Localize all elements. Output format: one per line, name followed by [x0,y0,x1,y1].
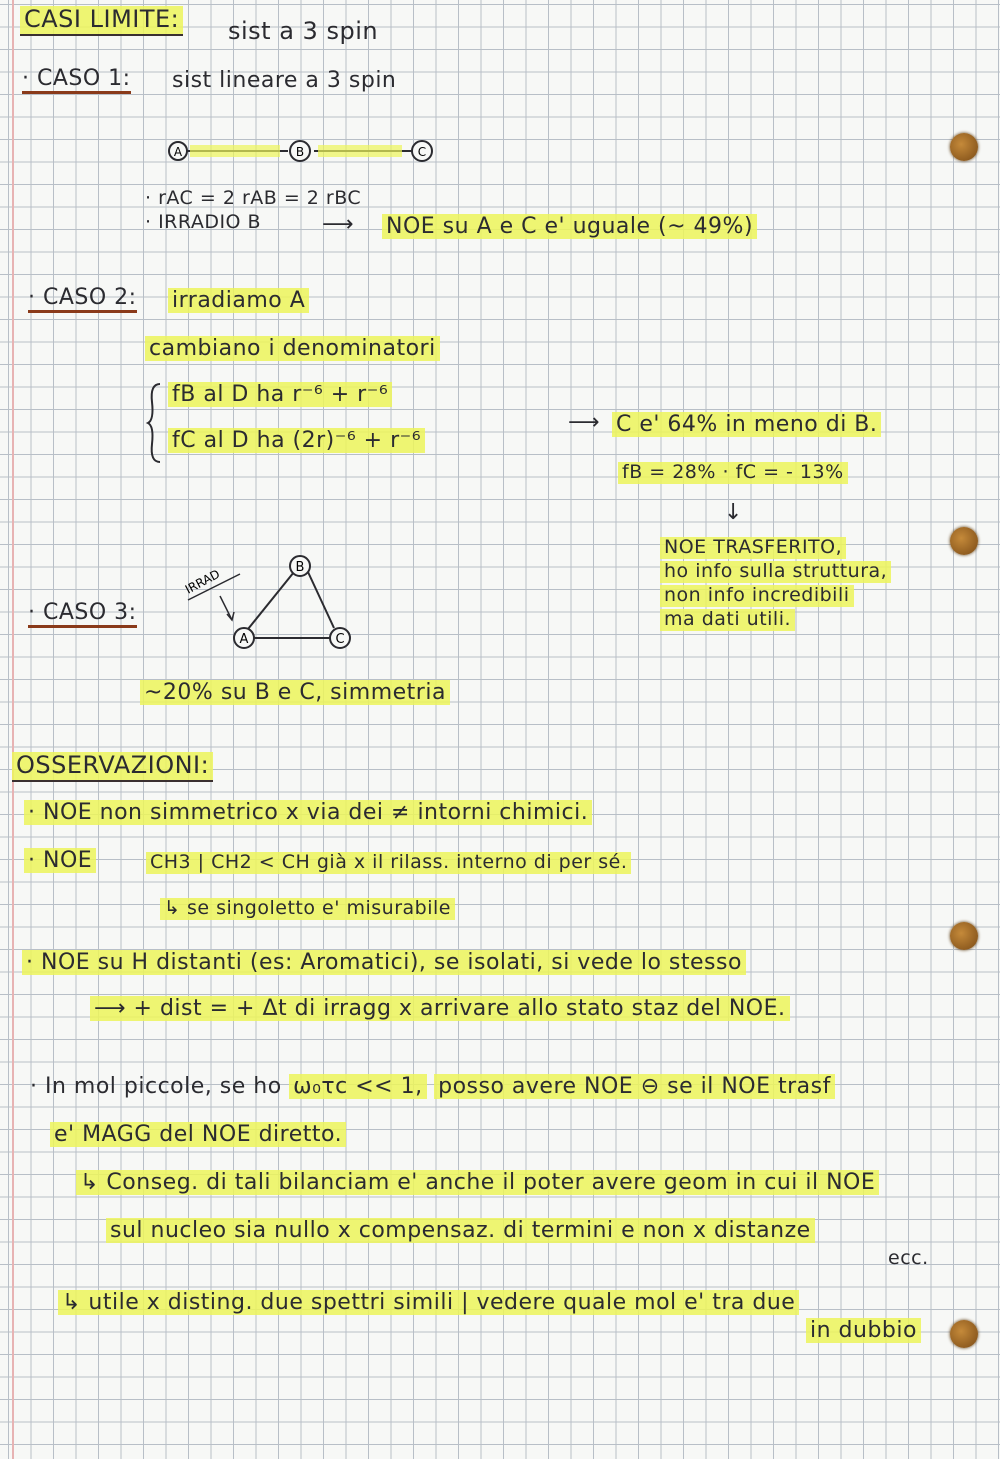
irrad-label: IRRAD [182,566,223,597]
caso2-result: C e' 64% in meno di B. [612,412,881,437]
page-title: CASI LIMITE: [20,6,183,36]
final-line4: sul nucleo sia nullo x compensaz. di termini e non x distanze [106,1218,815,1243]
arrow-icon: ⟶ [568,410,601,435]
caso2-values: fB = 28% · fC = - 13% [618,462,848,484]
margin-line [12,0,14,1459]
node-c-label: C [417,145,427,159]
caso3-result: ~20% su B e C, simmetria [140,680,450,705]
osservazioni-title: OSSERVAZIONI: [12,752,213,782]
caso1-label: · CASO 1: [22,66,131,94]
noe-note-line: ho info sulla struttura, [660,561,891,583]
down-arrow-icon: ↓ [724,500,743,525]
final-line7: in dubbio [806,1318,921,1343]
node-b-label: B [295,145,305,159]
binder-hole [950,527,978,555]
caso2-label: · CASO 2: [28,285,137,313]
caso3-triangle-diagram [180,550,380,660]
final-line2: e' MAGG del NOE diretto. [50,1122,346,1147]
caso2-action: irradiamo A [168,288,309,313]
caso1-line1: · rAC = 2 rAB = 2 rBC [145,187,362,209]
caso1-linear-diagram [160,135,440,175]
osservazione-item: · NOE su H distanti (es: Aromatici), se isolati, si vede lo stesso [22,950,746,975]
binder-hole [950,1320,978,1348]
node-a-label: A [173,145,183,159]
final-line3: ↳ Conseg. di tali bilanciam e' anche il poter avere geom in cui il NOE [76,1170,879,1195]
final-line1: · In mol piccole, se ho ω₀τc << 1, posso avere NOE ⊖ se il NOE trasf [30,1074,835,1099]
caso1-description: sist lineare a 3 spin [172,68,397,93]
osservazione-item: ⟶ + dist = + Δt di irragg x arrivare allo stato staz del NOE. [90,996,790,1021]
osservazione-item: · NOE [24,848,96,873]
caso3-label: · CASO 3: [28,600,137,628]
final-line5: ecc. [888,1247,929,1269]
arrow-icon: ⟶ [322,212,355,237]
system-brace [146,382,166,464]
binder-hole [950,133,978,161]
node-a-label: A [239,632,249,647]
node-c-label: C [335,632,345,647]
noe-note-line: non info incredibili [660,585,854,607]
noe-note-line: NOE TRASFERITO, [660,537,846,559]
node-b-label: B [295,560,305,575]
binder-hole [950,922,978,950]
caso1-line2: · IRRADIO B [145,211,262,233]
caso2-eq1: fB al D ha r⁻⁶ + r⁻⁶ [168,382,392,407]
osservazione-item: CH3 | CH2 < CH già x il rilass. interno di per sé. [146,852,631,874]
final-line6: ↳ utile x disting. due spettri simili | vedere quale mol e' tra due [58,1290,799,1315]
caso2-eq2: fC al D ha (2r)⁻⁶ + r⁻⁶ [168,428,425,453]
noe-note-line: ma dati utili. [660,609,795,631]
caso1-result: NOE su A e C e' uguale (~ 49%) [382,214,757,239]
osservazione-item: · NOE non simmetrico x via dei ≠ intorni chimici. [24,800,592,825]
page-subtitle: sist a 3 spin [228,17,379,45]
caso2-note: cambiano i denominatori [145,336,440,361]
osservazione-item: ↳ se singoletto e' misurabile [160,898,455,920]
